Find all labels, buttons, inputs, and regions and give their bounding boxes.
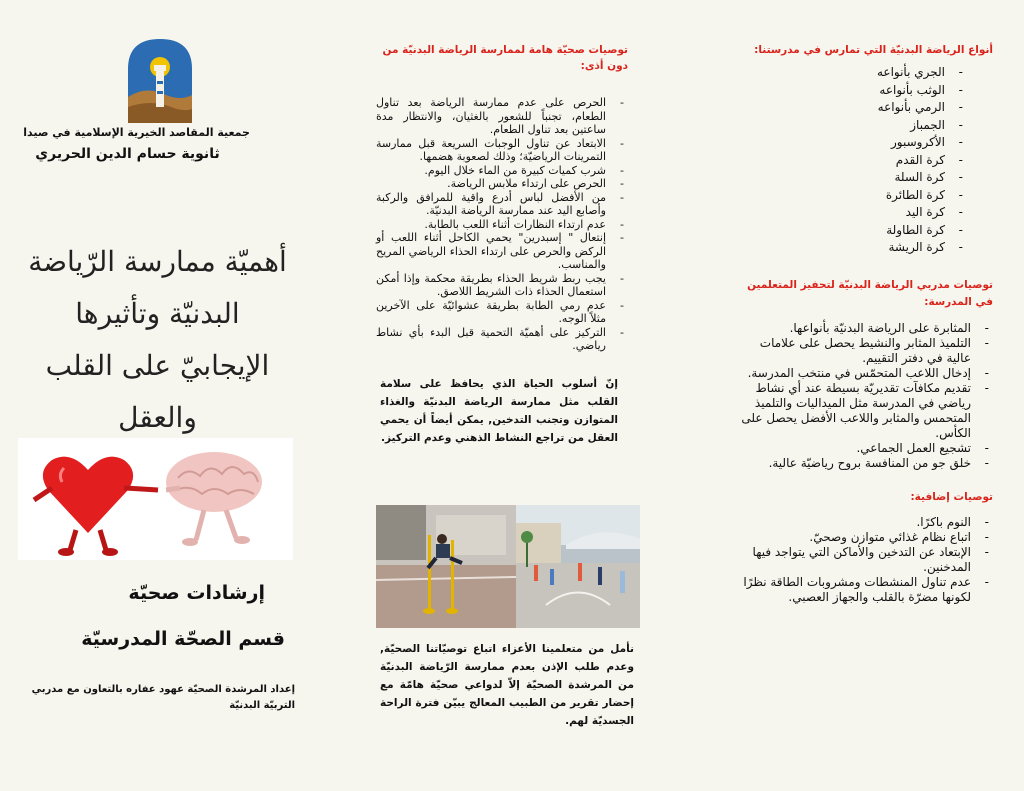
extra-recommendation-item: - النوم باكرًا. — [735, 515, 993, 530]
health-recommendation-item: - عدم ارتداء النظارات أثناء اللعب بالطابة. — [376, 218, 628, 232]
extra-recommendations-list — [735, 515, 993, 605]
sport-type-item: - كرة اليد — [735, 204, 993, 222]
sport-type-item: - الجري بأنواعه — [735, 64, 993, 82]
health-recommendation-item: - يجب ربط شريط الحذاء بطريقة محكمة وإذا أمكن استعمال الحذاء ذات الشريط اللاصق. — [376, 272, 628, 299]
health-recommendation-item: - إنتعال " إسبدرين" يحمي الكاحل أثناء اللعب أو الركض والحرص على ارتداء الحذاء الرياضي المريح والمناسب. — [376, 231, 628, 272]
org-name: جمعية المقاصد الخيرية الإسلامية في صيدا — [23, 126, 250, 139]
coach-recommendation-item: - تشجيع العمل الجماعي. — [735, 441, 993, 456]
lifestyle-paragraph: إنّ أسلوب الحياة الذي يحافظ على سلامة القلب مثل ممارسة الرياضة البدنيّة والغذاء المتوازن وتجنب التدخين, يمكن أيضاً أن يحمي العقل من تراجع النشاط الذهني وعدم التركيز. — [380, 377, 618, 444]
sport-type-item: - كرة الطائرة — [735, 187, 993, 205]
coach-recommendation-item: - تقديم مكافآت تقديريّة بسيطة عند أي نشاط رياضي في المدرسة مثل الميداليات والتلميذ المتحمس والمثابر واللاعب الأفضل يحصل على الكأس. — [735, 381, 993, 441]
heart-brain-illustration — [18, 438, 293, 560]
coach-recommendation-item: - إدخال اللاعب المتحمّس في منتخب المدرسة. — [735, 366, 993, 381]
sport-type-item: - كرة الريشة — [735, 239, 993, 257]
closing-paragraph: نأمل من متعلمينا الأعزاء اتباع توصيّاتنا الصحيّة, وعدم طلب الإذن بعدم ممارسة الرّياضة البدنيّة من المرشدة الصحيّة إلاّ لدواعي صحيّة هامّة مع إحضار تقرير من الطبيب المعالج يبيّن فترة الراحة الجسديّة لهم. — [380, 643, 634, 727]
health-recommendations-heading: توصيات صحيّة هامة لممارسة الرياضة البدنيّة من دون أذى: — [382, 44, 628, 72]
health-recommendation-item: - التركيز على أهميّة التحمية قبل البدء بأي نشاط رياضي. — [376, 326, 628, 353]
department-text: قسم الصحّة المدرسيّة — [81, 628, 285, 650]
health-recommendation-item: - الحرص على عدم ممارسة الرياضة بعد تناول الطعام، تجنباً للشعور بالغثيان، والانتظار مدة ساعتين بعد تناول الطعام. — [376, 96, 628, 137]
health-recommendation-item: - شرب كميات كبيرة من الماء خلال اليوم. — [376, 164, 628, 178]
health-recommendations-list — [370, 96, 628, 353]
title-line: والعقل — [118, 401, 197, 434]
coach-recommendation-item: - خلق جو من المنافسة بروح رياضيّة عالية. — [735, 456, 993, 471]
sports-photos — [376, 505, 640, 628]
sport-type-item: - الجمباز — [735, 117, 993, 135]
sport-type-item: - الوثب بأنواعه — [735, 82, 993, 100]
coach-recommendation-item: - المثابرة على الرياضة البدنيّة بأنواعها. — [735, 321, 993, 336]
sport-type-item: - الرمي بأنواعه — [735, 99, 993, 117]
middle-panel — [370, 42, 628, 447]
health-tips-title — [20, 582, 295, 604]
sports-types-list — [735, 64, 993, 257]
school-name: ثانوية حسام الدين الحريري — [35, 146, 220, 162]
title-line: البدنيّة وتأثيرها — [75, 297, 240, 330]
health-recommendation-item: - عدم رمي الطابة بطريقة عشوائيّة على الآخرين مثلاً الوجه. — [376, 299, 628, 326]
prepared-by: إعداد المرشدة الصحيّة عهود عفاره بالتعاون مع مدربي التربيّة البدنيّة — [31, 684, 295, 711]
playground-photo — [516, 505, 640, 628]
health-recommendation-item: - الحرص على ارتداء ملابس الرياضة. — [376, 177, 628, 191]
org-block — [20, 124, 250, 164]
health-recommendation-item: - الابتعاد عن تناول الوجبات السريعة قبل ممارسة التمرينات الرياضيّة؛ وذلك لصعوبة هضمها. — [376, 137, 628, 164]
brochure-title — [20, 236, 295, 444]
title-line: الإيجابيّ على القلب — [45, 349, 270, 382]
coach-recommendation-item: - التلميذ المثابر والنشيط يحصل على علامات عالية في دفتر التقييم. — [735, 336, 993, 366]
coach-recommendations-list — [735, 321, 993, 471]
sport-type-item: - كرة الطاولة — [735, 222, 993, 240]
right-panel — [735, 42, 993, 605]
jumping-photo — [376, 505, 516, 628]
school-logo — [126, 37, 194, 123]
extra-recommendation-item: - اتباع نظام غذائي متوازن وصحيّ. — [735, 530, 993, 545]
title-line: أهميّة ممارسة الرّياضة — [28, 245, 287, 278]
health-recommendation-item: - من الأفضل لباس أدرع واقية للمرافق والركبة وأصابع اليد عند ممارسة الرياضة البدنيّة. — [376, 191, 628, 218]
coach-recommendations-heading: توصيات مدربي الرياضة البدنيّة لتحفيز المتعلمين في المدرسة: — [747, 278, 993, 308]
extra-recommendations-heading: توصيات إضافية: — [910, 490, 993, 503]
health-tips-text: إرشادات صحيّة — [128, 582, 265, 604]
sport-type-item: - كرة القدم — [735, 152, 993, 170]
sport-type-item: - كرة السلة — [735, 169, 993, 187]
sport-type-item: - الأكروسبور — [735, 134, 993, 152]
sports-types-heading: أنواع الرياضة البدنيّة التي تمارس في مدرستنا: — [754, 44, 993, 56]
extra-recommendation-item: - الإبتعاد عن التدخين والأماكن التي يتواجد فيها المدخنين. — [735, 545, 993, 575]
department-title — [20, 628, 295, 650]
extra-recommendation-item: - عدم تناول المنشطات ومشروبات الطاقة نظرًا لكونها مضرّة بالقلب والجهاز العصبي. — [735, 575, 993, 605]
